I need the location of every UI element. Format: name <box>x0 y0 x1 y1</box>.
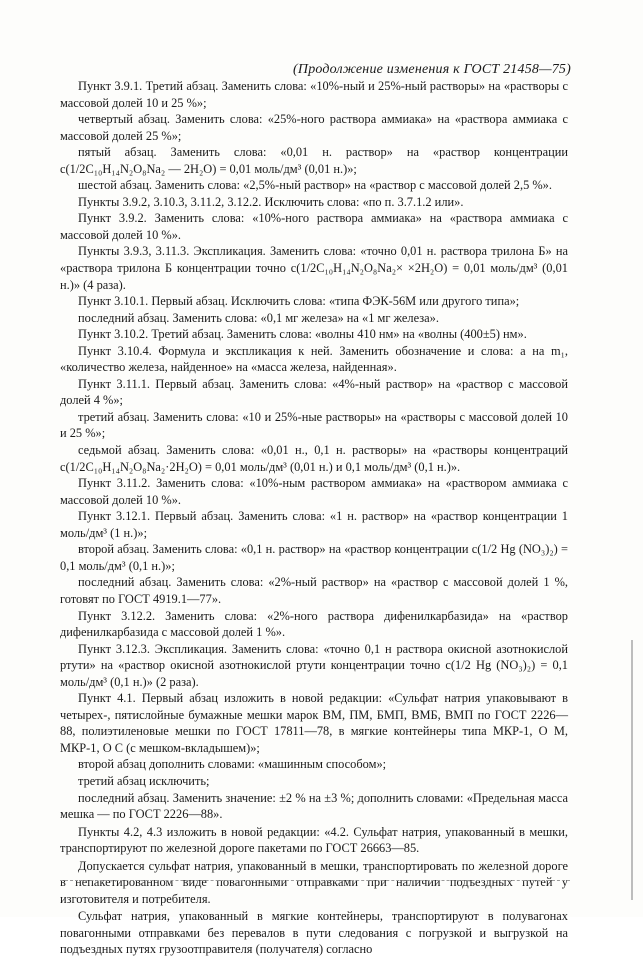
paragraph: третий абзац исключить; <box>78 773 210 788</box>
footer-rule <box>60 880 570 881</box>
paragraph: последний абзац. Заменить значение: ±2 % на ±3 %; дополнить словами: «Предельная масса мешка — по ГОСТ 2226—88». <box>60 790 568 822</box>
paragraph: пятый абзац. Заменить слова: «0,01 н. раствор» на «раствор концентрации с(1/2C₁₀H₁₄N₂O₈Na₂ — 2H₂O) = 0,01 моль/дм³ (0,01 н.)»; <box>60 145 568 176</box>
paragraph: Пункты 4.2, 4.3 изложить в новой редакции: «4.2. Сульфат натрия, упакованный в мешки, транспортируют по железной дороге пакетами по ГОСТ 26663—85. <box>60 824 568 856</box>
paragraph: Пункты 3.9.3, 3.11.3. Экспликация. Заменить слова: «точно 0,01 н. раствора трилона Б» на «раствора трилона Б концентрации точно с(1/2C₁₀H₁₄N₂O₈Na₂× ×2H₂O) = 0,01 моль/дм³ (0,01 н.)» (4 раза). <box>60 244 568 292</box>
paragraph: Пункт 3.10.2. Третий абзац. Заменить слова: «волны 410 нм» на «волны (400±5) нм». <box>78 327 527 342</box>
paragraph: второй абзац дополнить словами: «машинным способом»; <box>78 757 387 772</box>
paragraph: Пункт 4.1. Первый абзац изложить в новой редакции: «Сульфат натрия упаковывают в четырех-, пятислойные бумажные мешки марок ВМ, ПМ, БМП, ВМБ, ВМП по ГОСТ 2226—88, полиэтиленовые мешки по ГОСТ 17811—78, в мягкие контейнеры типа МКР-1, О М, МКР-1, О С (с мешком-вкладышем)»; <box>60 691 568 755</box>
paragraph: Пункт 3.11.1. Первый абзац. Заменить слова: «4%-ный раствор» на «раствор с массовой долей 4 %»; <box>60 376 568 408</box>
paragraph: последний абзац. Заменить слова: «2%-ный раствор» на «раствор с массовой долей 1 %, готовят по ГОСТ 4919.1—77». <box>60 575 568 606</box>
paragraph: Пункт 3.11.2. Заменить слова: «10%-ным раствором аммиака» на «раствором аммиака с массовой долей 10 %». <box>60 476 568 507</box>
scan-edge-line <box>631 640 633 900</box>
paragraph: Пункт 3.12.2. Заменить слова: «2%-ного раствора дифенилкарбазида» на «раствор дифенилкарбазида с массовой долей 1 %». <box>60 608 568 640</box>
page-header: (Продолжение изменения к ГОСТ 21458—75) <box>293 62 571 77</box>
paragraph: шестой абзац. Заменить слова: «2,5%-ный раствор» на «раствор с массовой долей 2,5 %». <box>78 178 552 193</box>
paragraph: последний абзац. Заменить слова: «0,1 мг железа» на «1 мг железа». <box>78 310 439 325</box>
paragraph: четвертый абзац. Заменить слова: «25%-ного раствора аммиака» на «раствора аммиака с массовой долей 25 %»; <box>60 112 568 143</box>
paragraph: второй абзац. Заменить слова: «0,1 н. раствор» на «раствор концентрации с(1/2 Hg (NO₃)₂) = 0,1 моль/дм³ (0,1 н.)»; <box>60 542 568 573</box>
paragraph: Пункт 3.9.1. Третий абзац. Заменить слова: «10%-ный и 25%-ный растворы» на «растворы с массовой долей 10 и 25 %»; <box>60 79 568 110</box>
paragraph: третий абзац. Заменить слова: «10 и 25%-ные растворы» на «растворы с массовой долей 10 и 25 %»; <box>60 409 568 441</box>
paragraph: Сульфат натрия, упакованный в мягкие контейнеры, транспортируют в полувагонах повагонными отправками без перевалов в пути следования с погрузкой и выгрузкой на подъездных путях грузоотправителя (получателя) согласно <box>60 909 568 957</box>
paragraph: Пункты 3.9.2, 3.10.3, 3.11.2, 3.12.2. Исключить слова: «по п. 3.7.1.2 или». <box>78 194 464 209</box>
paragraph: Пункт 3.12.3. Экспликация. Заменить слова: «точно 0,1 н раствора окисной азотнокислой ртути» на «раствор окисной азотнокислой ртути концентрации точно с(1/2 Hg (NO₃)₂) = 0,1 моль/дм³ (0,1 н.)» (2 раза). <box>60 641 568 689</box>
paragraph: Пункт 3.9.2. Заменить слова: «10%-ного раствора аммиака» на «раствора аммиака с массовой долей 10 %». <box>60 211 568 242</box>
paragraph: Пункт 3.12.1. Первый абзац. Заменить слова: «1 н. раствор» на «раствор концентрации 1 моль/дм³ (1 н.)»; <box>60 509 568 540</box>
paragraph: Пункт 3.10.4. Формула и экспликация к ней. Заменить обозначение и слова: a на m₁, «количество железа, найденное» на «масса железа, найденная». <box>60 343 568 375</box>
paragraph: седьмой абзац. Заменить слова: «0,01 н., 0,1 н. растворы» на «растворы концентраций с(1/2C₁₀H₁₄N₂O₈Na₂·2H₂O) = 0,01 моль/дм³ (0,01 н.) и 0,1 моль/дм³ (0,1 н.)». <box>60 443 568 474</box>
document-body <box>60 78 568 958</box>
paragraph: Допускается сульфат натрия, упакованный в мешки, транспортировать по железной дороге в непакетированном виде повагонными отправками при наличии подъездных путей у изготовителя и потребителя. <box>60 858 568 906</box>
paragraph: Пункт 3.10.1. Первый абзац. Исключить слова: «типа ФЭК-56М или другого типа»; <box>78 294 520 309</box>
